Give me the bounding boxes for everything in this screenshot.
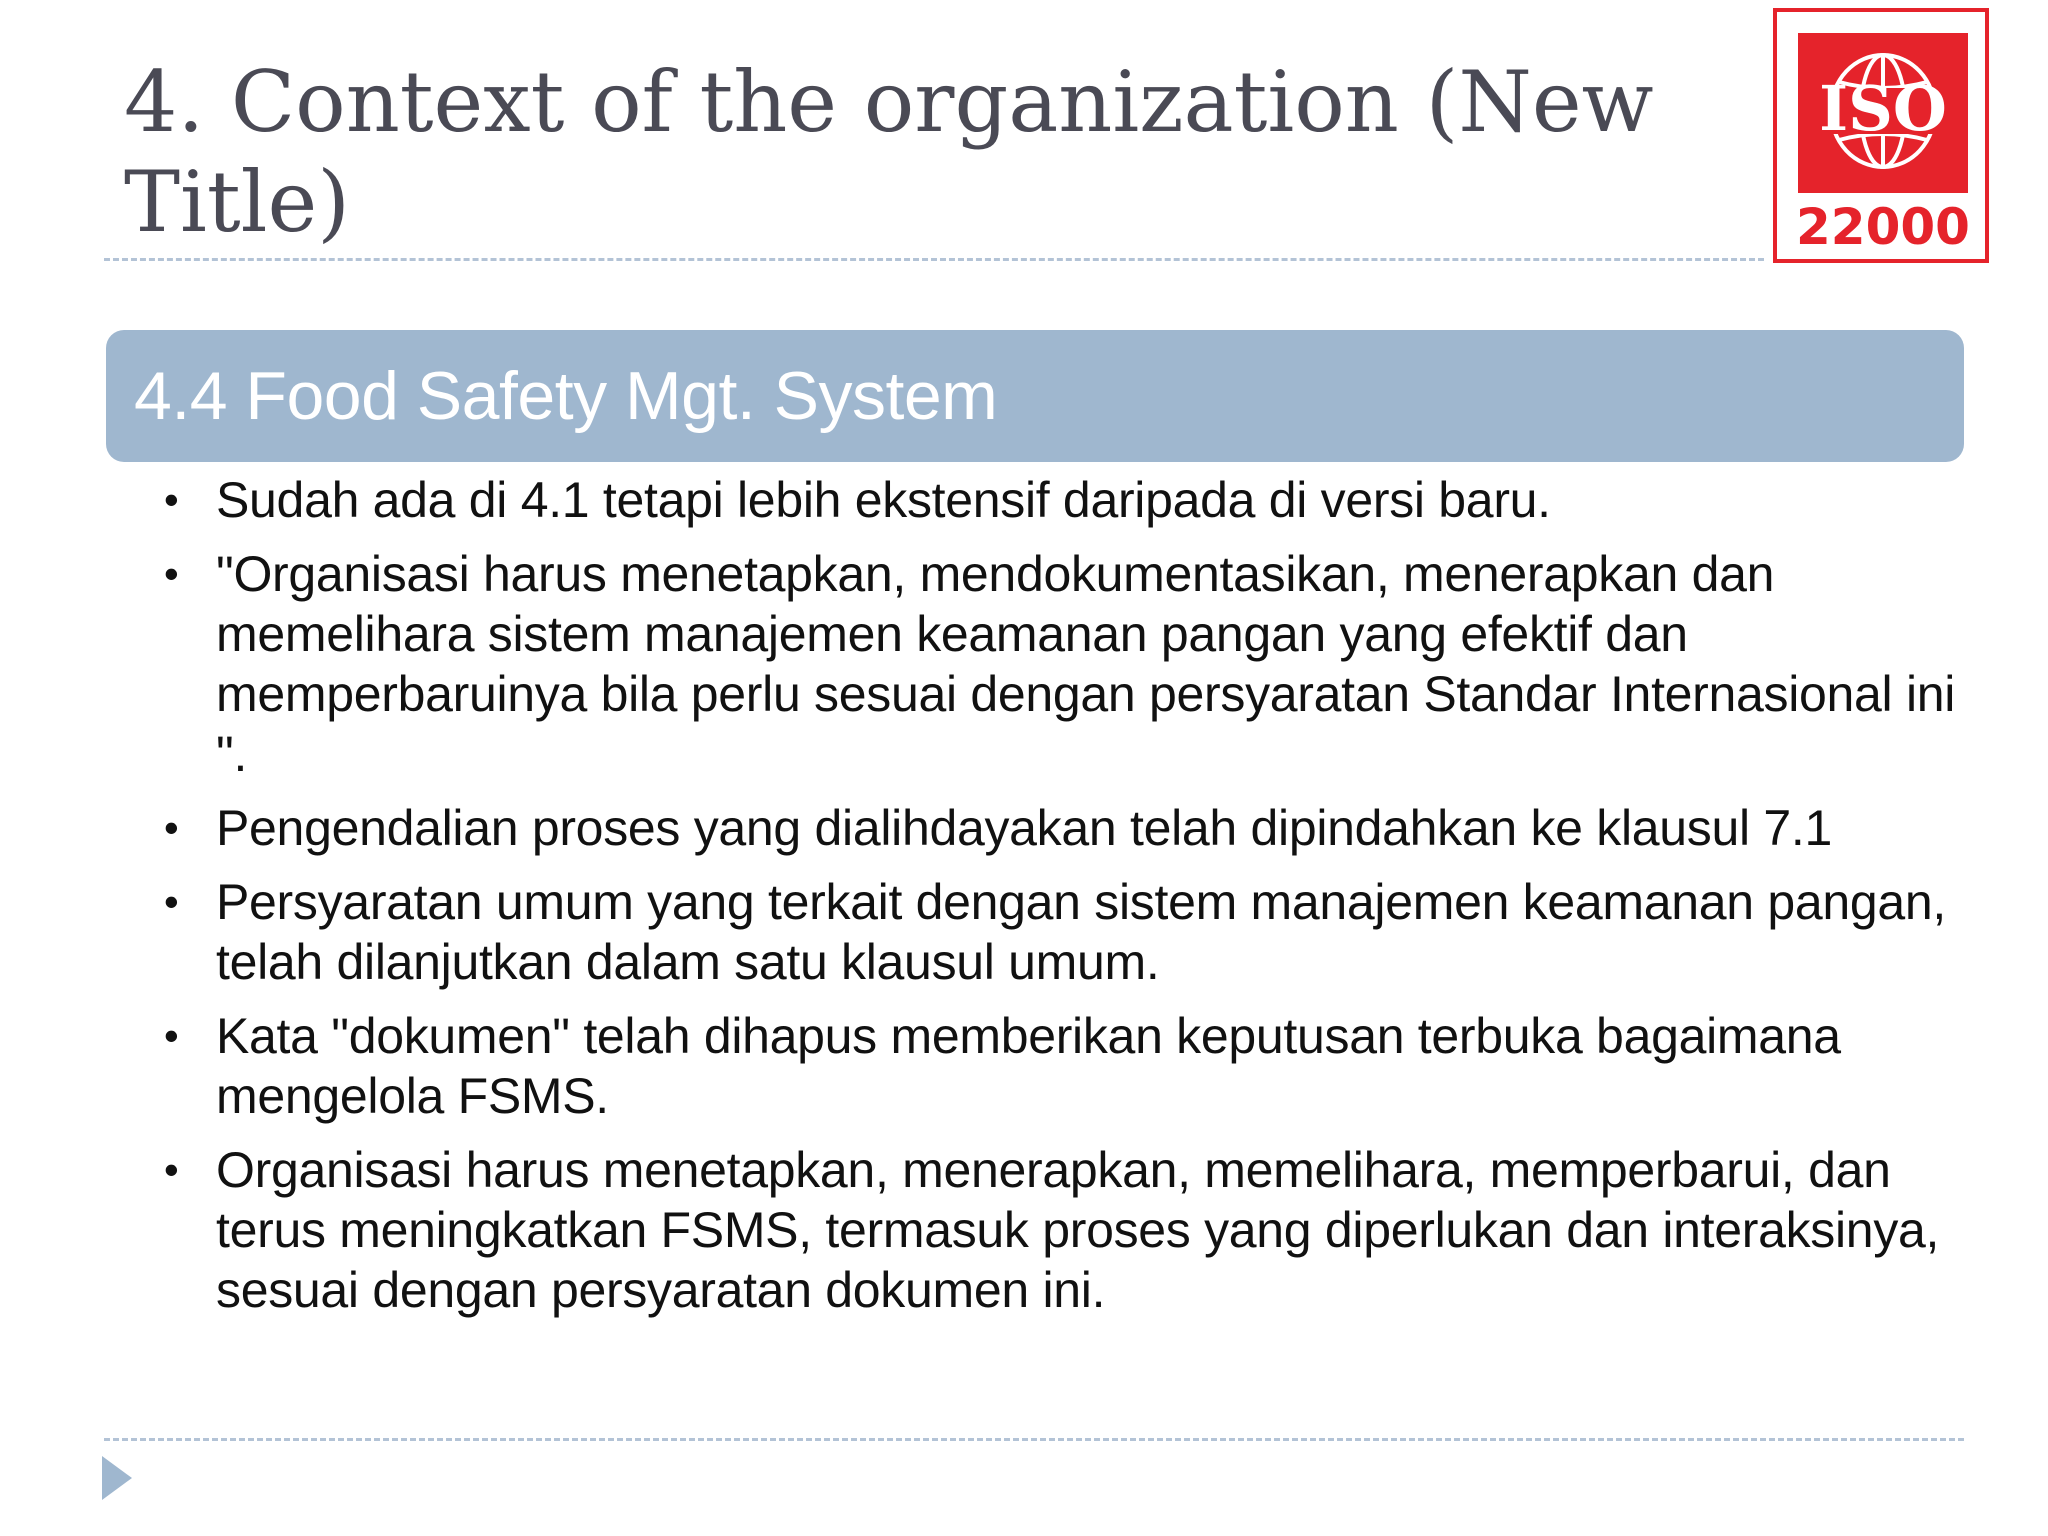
iso-logo-number: 22000: [1796, 198, 1970, 256]
bullet-item: [160, 1140, 1960, 1320]
bullet-item: [160, 872, 1960, 992]
slide-title: 4. Context of the organization (New Title): [124, 53, 1654, 251]
bullet-item: [160, 1006, 1960, 1126]
bullet-text: "Organisasi harus menetapkan, mendokumentasikan, menerapkan dan memelihara sistem manajemen keamanan pangan yang efektif dan memperbaruinya bila perlu sesuai dengan persyaratan Standar Internasional ini ".: [216, 546, 1956, 782]
bullet-dot: •: [164, 1012, 179, 1059]
bullet-text: Persyaratan umum yang terkait dengan sistem manajemen keamanan pangan, telah dilanjutkan dalam satu klausul umum.: [216, 874, 1947, 990]
bullet-dot: •: [164, 804, 179, 851]
bullet-text: Kata "dokumen" telah dihapus memberikan keputusan terbuka bagaimana mengelola FSMS.: [216, 1008, 1841, 1124]
section-header-bar: [106, 330, 1964, 462]
bullet-text: Pengendalian proses yang dialihdayakan telah dipindahkan ke klausul 7.1: [216, 800, 1833, 856]
bullet-item: [160, 544, 1960, 784]
iso-logo-graphic: [1777, 12, 1985, 259]
bullet-dot: •: [164, 550, 179, 597]
bullet-text: Sudah ada di 4.1 tetapi lebih ekstensif daripada di versi baru.: [216, 472, 1551, 528]
bullet-item: [160, 470, 1960, 530]
bullet-list: [160, 470, 1960, 1334]
bullet-text: Organisasi harus menetapkan, menerapkan, memelihara, memperbarui, dan terus meningkatkan FSMS, termasuk proses yang diperlukan dan interaksinya, sesuai dengan persyaratan dokumen ini.: [216, 1142, 1940, 1318]
section-header-text: 4.4 Food Safety Mgt. System: [134, 358, 998, 434]
bullet-dot: •: [164, 878, 179, 925]
iso-logo-text: ISO: [1819, 72, 1947, 145]
title-divider: [104, 258, 1764, 261]
bullet-dot: •: [164, 1146, 179, 1193]
footer-divider: [104, 1438, 1964, 1441]
bullet-item: [160, 798, 1960, 858]
iso-22000-logo: [1773, 8, 1989, 263]
bullet-dot: •: [164, 476, 179, 523]
play-arrow-icon: [102, 1456, 132, 1500]
